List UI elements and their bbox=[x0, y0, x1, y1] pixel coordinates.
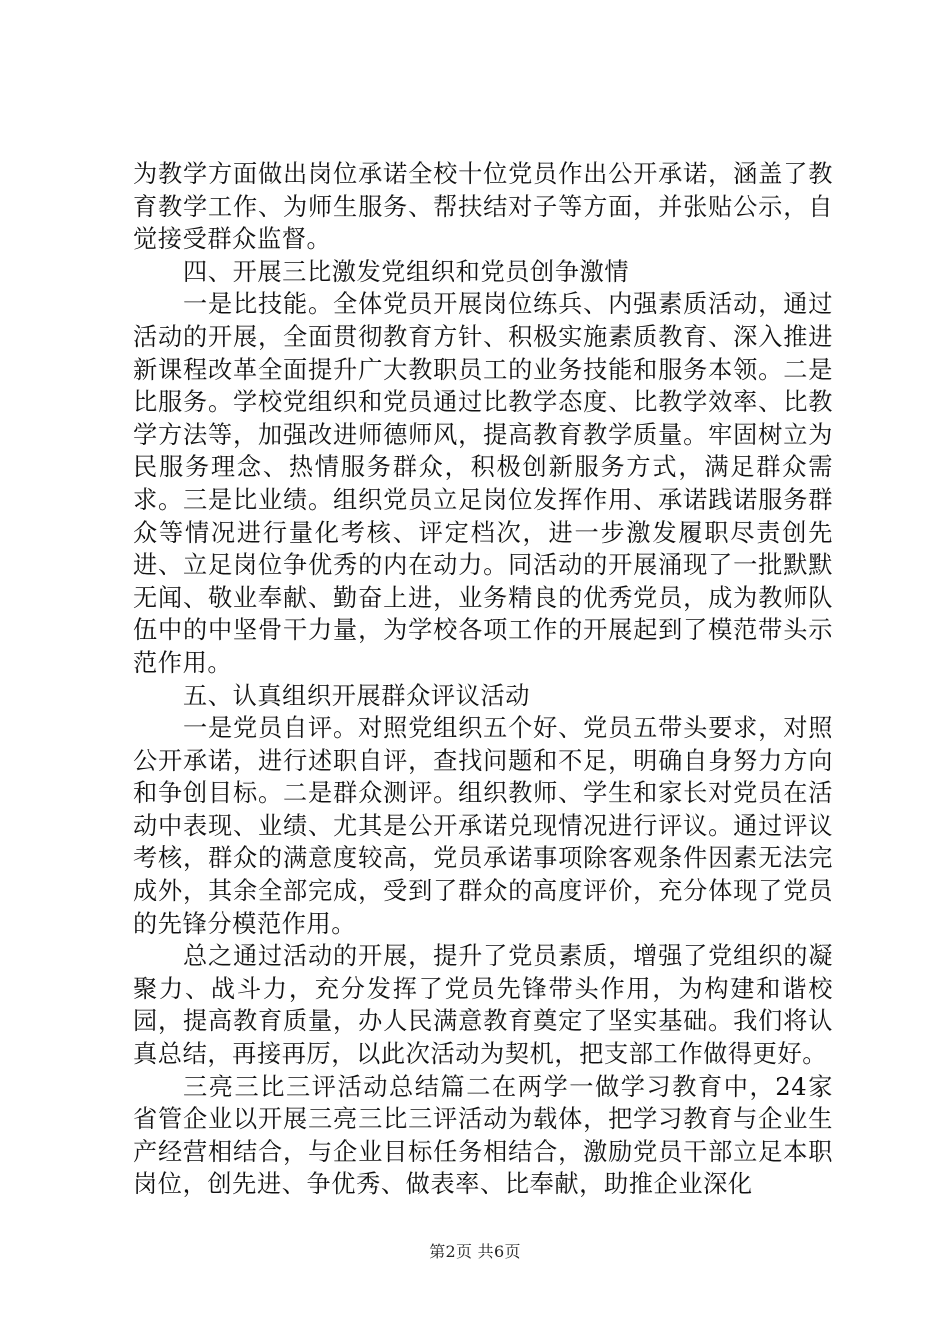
document-body bbox=[133, 158, 833, 1201]
paragraph-6: 总之通过活动的开展，提升了党员素质，增强了党组织的凝聚力、战斗力，充分发挥了党员先锋带头作用，为构建和谐校园，提高教育质量，办人民满意教育奠定了坚实基础。我们将认真总结，再接再厉，以此次活动为契机，把支部工作做得更好。 bbox=[133, 942, 833, 1069]
paragraph-1: 为教学方面做出岗位承诺全校十位党员作出公开承诺，涵盖了教育教学工作、为师生服务、帮扶结对子等方面，并张贴公示，自觉接受群众监督。 bbox=[133, 160, 833, 254]
paragraph-3: 一是比技能。全体党员开展岗位练兵、内强素质活动，通过活动的开展，全面贯彻教育方针、积极实施素质教育、深入推进新课程改革全面提升广大教职员工的业务技能和服务本领。二是比服务。学校党组织和党员通过比教学态度、比教学效率、比教学方法等，加强改进师德师风，提高教育教学质量。牢固树立为民服务理念、热情服务群众，积极创新服务方式，满足群众需求。三是比业绩。组织党员立足岗位发挥作用、承诺践诺服务群众等情况进行量化考核、评定档次，进一步激发履职尽责创先进、立足岗位争优秀的内在动力。同活动的开展涌现了一批默默无闻、敬业奉献、勤奋上进，业务精良的优秀党员，成为教师队伍中的中坚骨干力量，为学校各项工作的开展起到了模范带头示范作用。 bbox=[133, 290, 833, 677]
page-number-footer: 第2页 共6页 bbox=[429, 1242, 521, 1261]
section-heading-4: 四、开展三比激发党组织和党员创争激情 bbox=[183, 257, 630, 286]
paragraph-7: 三亮三比三评活动总结篇二在两学一做学习教育中，24家省管企业以开展三亮三比三评活动为载体，把学习教育与企业生产经营相结合，与企业目标任务相结合，激励党员干部立足本职岗位，创先进、争优秀、做表率、比奉献，助推企业深化 bbox=[133, 1072, 833, 1199]
section-heading-5: 五、认真组织开展群众评议活动 bbox=[183, 681, 531, 710]
paragraph-5: 一是党员自评。对照党组织五个好、党员五带头要求，对照公开承诺，进行述职自评，查找问题和不足，明确自身努力方向和争创目标。二是群众测评。组织教师、学生和家长对党员在活动中表现、业绩、尤其是公开承诺兑现情况进行评议。通过评议考核，群众的满意度较高，党员承诺事项除客观条件因素无法完成外，其余全部完成，受到了群众的高度评价，充分体现了党员的先锋分模范作用。 bbox=[133, 714, 833, 938]
